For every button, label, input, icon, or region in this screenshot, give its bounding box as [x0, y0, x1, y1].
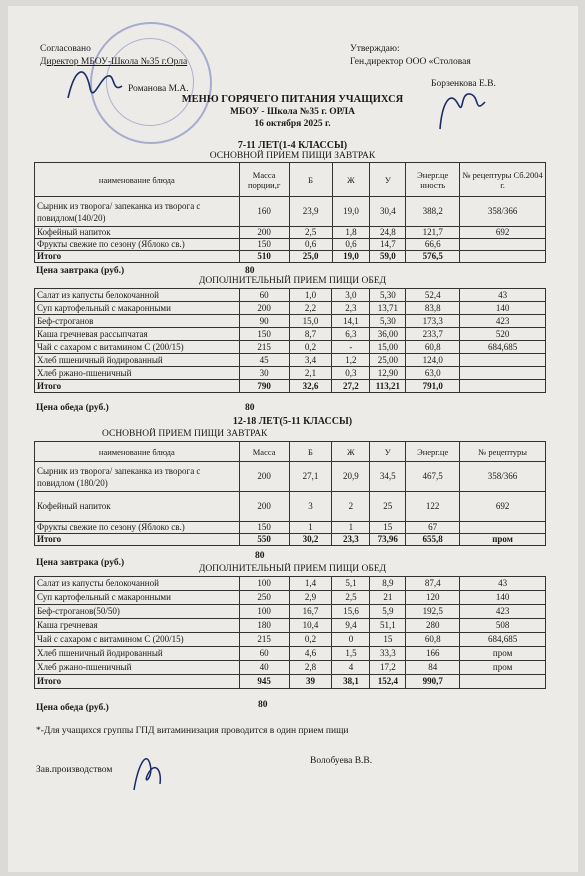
section1-lunch-price: 80 — [245, 403, 255, 413]
value-cell: 2,1 — [289, 367, 332, 380]
footer-note: *-Для учащихся группы ГПД витаминизация проводится в один прием пищи — [36, 726, 349, 736]
value-cell: 4,6 — [289, 647, 332, 661]
table-row — [35, 328, 546, 341]
value-cell: 34,5 — [370, 462, 406, 492]
value-cell: 2,8 — [289, 661, 332, 675]
value-cell: 87,4 — [406, 577, 460, 591]
value-cell: 1 — [289, 522, 332, 534]
value-cell: 19,0 — [332, 251, 370, 263]
value-cell: 10,4 — [289, 619, 332, 633]
value-cell: 140 — [460, 591, 546, 605]
value-cell: 60,8 — [406, 633, 460, 647]
value-cell: 121,7 — [406, 227, 460, 239]
value-cell: 0,2 — [289, 341, 332, 354]
value-cell: 83,8 — [406, 302, 460, 315]
head-name: Волобуева В.В. — [310, 756, 373, 766]
col-protein: Б — [289, 442, 332, 462]
value-cell: 1,4 — [289, 577, 332, 591]
value-cell: 1 — [332, 522, 370, 534]
value-cell: 280 — [406, 619, 460, 633]
value-cell: 124,0 — [406, 354, 460, 367]
school-name: МБОУ - Школа №35 г. ОРЛА — [230, 107, 355, 117]
value-cell: 3,0 — [332, 289, 370, 302]
value-cell: 4 — [332, 661, 370, 675]
table-row — [35, 605, 546, 619]
section2-lunch-price-label: Цена обеда (руб.) — [36, 703, 109, 713]
value-cell: 59,0 — [370, 251, 406, 263]
dish-name-cell: Каша гречневая рассыпчатая — [35, 328, 240, 341]
value-cell: 1,8 — [332, 227, 370, 239]
value-cell — [460, 367, 546, 380]
table-row — [35, 619, 546, 633]
value-cell: 5,9 — [370, 605, 406, 619]
value-cell: 2,2 — [289, 302, 332, 315]
value-cell: 3 — [289, 492, 332, 522]
value-cell: 43 — [460, 289, 546, 302]
value-cell: 0,6 — [289, 239, 332, 251]
table-row — [35, 647, 546, 661]
table-row — [35, 462, 546, 492]
value-cell: пром — [460, 534, 546, 546]
value-cell: 21 — [370, 591, 406, 605]
value-cell: 23,3 — [332, 534, 370, 546]
value-cell: 100 — [239, 605, 289, 619]
value-cell: 67 — [406, 522, 460, 534]
value-cell: 1,0 — [289, 289, 332, 302]
value-cell: 45 — [239, 354, 289, 367]
value-cell: 508 — [460, 619, 546, 633]
col-fat: Ж — [332, 163, 370, 197]
value-cell: пром — [460, 661, 546, 675]
section1-lunch-table — [34, 288, 546, 393]
dish-name-cell: Беф-строганов — [35, 315, 240, 328]
section2-breakfast-price-label: Цена завтрака (руб.) — [36, 558, 125, 568]
value-cell: 2,9 — [289, 591, 332, 605]
col-name: наименование блюда — [35, 442, 240, 462]
value-cell: 40 — [239, 661, 289, 675]
value-cell: 17,2 — [370, 661, 406, 675]
col-mass: Масса — [239, 442, 289, 462]
section1-breakfast-price-label: Цена завтрака (руб.) — [36, 266, 125, 276]
section1-breakfast-price: 80 — [245, 266, 255, 276]
dish-name-cell: Чай с сахаром с витамином С (200/15) — [35, 633, 240, 647]
dish-name-cell: Салат из капусты белокочанной — [35, 289, 240, 302]
value-cell: 2,3 — [332, 302, 370, 315]
value-cell: 180 — [239, 619, 289, 633]
table-header-row — [35, 442, 546, 462]
value-cell: 150 — [239, 522, 289, 534]
dish-name-cell: Итого — [35, 380, 240, 393]
value-cell: 684,685 — [460, 633, 546, 647]
value-cell: 150 — [239, 328, 289, 341]
value-cell: 73,96 — [370, 534, 406, 546]
dish-name-cell: Беф-строганов(50/50) — [35, 605, 240, 619]
value-cell: 945 — [239, 675, 289, 689]
value-cell: 5,30 — [370, 315, 406, 328]
value-cell: 5,30 — [370, 289, 406, 302]
table-row — [35, 675, 546, 689]
col-recipe: № рецептуры Сб.2004 г. — [460, 163, 546, 197]
value-cell: 30,2 — [289, 534, 332, 546]
section2-breakfast-table — [34, 441, 546, 546]
value-cell: 200 — [239, 302, 289, 315]
value-cell: 25 — [370, 492, 406, 522]
section2-lunch-table — [34, 576, 546, 689]
table-header-row — [35, 163, 546, 197]
dish-name-cell: Хлеб ржано-пшеничный — [35, 661, 240, 675]
value-cell: 84 — [406, 661, 460, 675]
value-cell: 423 — [460, 605, 546, 619]
table-row — [35, 633, 546, 647]
value-cell: 20,9 — [332, 462, 370, 492]
col-recipe: № рецептуры — [460, 442, 546, 462]
table-row — [35, 492, 546, 522]
menu-date: 16 октября 2025 г. — [254, 119, 331, 129]
table-row — [35, 522, 546, 534]
dish-name-cell: Суп картофельный с макаронными — [35, 302, 240, 315]
value-cell: 1,2 — [332, 354, 370, 367]
value-cell: 8,9 — [370, 577, 406, 591]
value-cell: 173,3 — [406, 315, 460, 328]
value-cell: 692 — [460, 227, 546, 239]
value-cell: 358/366 — [460, 197, 546, 227]
value-cell: 1,5 — [332, 647, 370, 661]
table-row — [35, 302, 546, 315]
value-cell: 51,1 — [370, 619, 406, 633]
director-line: Директор МБОУ-Школа №35 г.Орла — [40, 57, 188, 67]
head-label: Зав.производством — [36, 765, 113, 775]
dish-name-cell: Суп картофельный с макаронными — [35, 591, 240, 605]
value-cell: 358/366 — [460, 462, 546, 492]
value-cell: 25,00 — [370, 354, 406, 367]
table-row — [35, 251, 546, 263]
value-cell: 15 — [370, 633, 406, 647]
dish-name-cell: Фрукты свежие по сезону (Яблоко св.) — [35, 522, 240, 534]
value-cell: 2,5 — [332, 591, 370, 605]
head-signature — [128, 746, 168, 796]
value-cell: 467,5 — [406, 462, 460, 492]
col-protein: Б — [289, 163, 332, 197]
table-row — [35, 197, 546, 227]
col-energy: Энерг.це нность — [406, 163, 460, 197]
value-cell: 113,21 — [370, 380, 406, 393]
value-cell: 160 — [239, 197, 289, 227]
value-cell: 166 — [406, 647, 460, 661]
table-row — [35, 661, 546, 675]
dish-name-cell: Фрукты свежие по сезону (Яблоко св.) — [35, 239, 240, 251]
value-cell: 5,1 — [332, 577, 370, 591]
value-cell: 30,4 — [370, 197, 406, 227]
value-cell: 3,4 — [289, 354, 332, 367]
dish-name-cell: Сырник из творога/ запеканка из творога с повидлом(140/20) — [35, 197, 240, 227]
section2-lunch-title: ДОПОЛНИТЕЛЬНЫЙ ПРИЕМ ПИЩИ ОБЕД — [198, 564, 387, 574]
value-cell: 692 — [460, 492, 546, 522]
value-cell: 27,1 — [289, 462, 332, 492]
value-cell: 16,7 — [289, 605, 332, 619]
value-cell: 60,8 — [406, 341, 460, 354]
dish-name-cell: Хлеб пшеничный йодированный — [35, 647, 240, 661]
value-cell: 25,0 — [289, 251, 332, 263]
value-cell: 27,2 — [332, 380, 370, 393]
value-cell: 8,7 — [289, 328, 332, 341]
value-cell: 990,7 — [406, 675, 460, 689]
dish-name-cell: Итого — [35, 534, 240, 546]
value-cell: 60 — [239, 289, 289, 302]
value-cell: 15,6 — [332, 605, 370, 619]
section1-breakfast-table — [34, 162, 546, 263]
value-cell: пром — [460, 647, 546, 661]
col-carbs: У — [370, 163, 406, 197]
value-cell — [460, 675, 546, 689]
value-cell: 200 — [239, 462, 289, 492]
table-row — [35, 534, 546, 546]
value-cell: 140 — [460, 302, 546, 315]
value-cell: 520 — [460, 328, 546, 341]
value-cell: 15,0 — [289, 315, 332, 328]
dish-name-cell: Итого — [35, 675, 240, 689]
table-row — [35, 289, 546, 302]
page-title: МЕНЮ ГОРЯЧЕГО ПИТАНИЯ УЧАЩИХСЯ — [181, 94, 404, 105]
value-cell: 12,90 — [370, 367, 406, 380]
value-cell — [460, 522, 546, 534]
table-row — [35, 315, 546, 328]
value-cell: 30 — [239, 367, 289, 380]
col-name: наименование блюда — [35, 163, 240, 197]
section1-breakfast-title: ОСНОВНОЙ ПРИЕМ ПИЩИ ЗАВТРАК — [209, 151, 376, 161]
value-cell: 791,0 — [406, 380, 460, 393]
value-cell: 60 — [239, 647, 289, 661]
value-cell: 52,4 — [406, 289, 460, 302]
dish-name-cell: Каша гречневая — [35, 619, 240, 633]
table-row — [35, 227, 546, 239]
value-cell: 0,3 — [332, 367, 370, 380]
table-row — [35, 591, 546, 605]
value-cell: 19,0 — [332, 197, 370, 227]
section2-title: 12-18 ЛЕТ(5-11 КЛАССЫ) — [232, 416, 353, 427]
value-cell: 233,7 — [406, 328, 460, 341]
value-cell: 14,7 — [370, 239, 406, 251]
value-cell: 13,71 — [370, 302, 406, 315]
value-cell: 0 — [332, 633, 370, 647]
value-cell: 122 — [406, 492, 460, 522]
table-row — [35, 341, 546, 354]
value-cell: 14,1 — [332, 315, 370, 328]
section2-breakfast-title: ОСНОВНОЙ ПРИЕМ ПИЩИ ЗАВТРАК — [102, 429, 268, 439]
value-cell: 0,2 — [289, 633, 332, 647]
agreed-label: Согласовано — [40, 44, 91, 54]
value-cell: 43 — [460, 577, 546, 591]
section1-lunch-title: ДОПОЛНИТЕЛЬНЫЙ ПРИЕМ ПИЩИ ОБЕД — [198, 276, 387, 286]
dish-name-cell: Итого — [35, 251, 240, 263]
value-cell — [460, 380, 546, 393]
table-row — [35, 367, 546, 380]
value-cell: 423 — [460, 315, 546, 328]
value-cell: 24,8 — [370, 227, 406, 239]
value-cell: 215 — [239, 633, 289, 647]
value-cell: 150 — [239, 239, 289, 251]
value-cell: 2 — [332, 492, 370, 522]
value-cell: 790 — [239, 380, 289, 393]
value-cell: 90 — [239, 315, 289, 328]
dish-name-cell: Кофейный напиток — [35, 227, 240, 239]
value-cell: 200 — [239, 492, 289, 522]
director-name: Романова М.А. — [128, 84, 189, 94]
value-cell: 15 — [370, 522, 406, 534]
value-cell — [460, 354, 546, 367]
table-row — [35, 354, 546, 367]
dish-name-cell: Салат из капусты белокочанной — [35, 577, 240, 591]
value-cell: 192,5 — [406, 605, 460, 619]
col-mass: Масса порции,г — [239, 163, 289, 197]
value-cell: 23,9 — [289, 197, 332, 227]
table-row — [35, 239, 546, 251]
value-cell: 100 — [239, 577, 289, 591]
dish-name-cell: Хлеб пшеничный йодированный — [35, 354, 240, 367]
value-cell: 38,1 — [332, 675, 370, 689]
col-energy: Энерг.це — [406, 442, 460, 462]
col-carbs: У — [370, 442, 406, 462]
section1-lunch-price-label: Цена обеда (руб.) — [36, 403, 109, 413]
value-cell: 250 — [239, 591, 289, 605]
value-cell: 388,2 — [406, 197, 460, 227]
document-sheet — [8, 6, 578, 872]
col-fat: Ж — [332, 442, 370, 462]
value-cell: 550 — [239, 534, 289, 546]
value-cell: 15,00 — [370, 341, 406, 354]
dish-name-cell: Чай с сахаром с витамином С (200/15) — [35, 341, 240, 354]
value-cell: 0,6 — [332, 239, 370, 251]
section1-title: 7-11 ЛЕТ(1-4 КЛАССЫ) — [237, 140, 348, 151]
value-cell: 39 — [289, 675, 332, 689]
value-cell: 2,5 — [289, 227, 332, 239]
dish-name-cell: Кофейный напиток — [35, 492, 240, 522]
value-cell — [460, 239, 546, 251]
table-row — [35, 577, 546, 591]
value-cell: 655,8 — [406, 534, 460, 546]
value-cell: 32,6 — [289, 380, 332, 393]
dish-name-cell: Сырник из творога/ запеканка из творога с повидлом (180/20) — [35, 462, 240, 492]
value-cell: 215 — [239, 341, 289, 354]
value-cell: 66,6 — [406, 239, 460, 251]
value-cell: 510 — [239, 251, 289, 263]
approved-label: Утверждаю: — [350, 44, 400, 54]
value-cell: 6,3 — [332, 328, 370, 341]
value-cell: 9,4 — [332, 619, 370, 633]
value-cell: 684,685 — [460, 341, 546, 354]
value-cell: - — [332, 341, 370, 354]
section2-lunch-price: 80 — [258, 700, 268, 710]
value-cell: 120 — [406, 591, 460, 605]
value-cell: 36,00 — [370, 328, 406, 341]
value-cell: 33,3 — [370, 647, 406, 661]
value-cell: 152,4 — [370, 675, 406, 689]
gen-director-line: Ген.директор ООО «Столовая — [350, 57, 471, 67]
value-cell: 200 — [239, 227, 289, 239]
table-row — [35, 380, 546, 393]
dish-name-cell: Хлеб ржано-пшеничный — [35, 367, 240, 380]
value-cell — [460, 251, 546, 263]
section2-breakfast-price: 80 — [255, 551, 265, 561]
value-cell: 576,5 — [406, 251, 460, 263]
value-cell: 63,0 — [406, 367, 460, 380]
gen-director-name: Борзенкова Е.В. — [431, 79, 496, 89]
